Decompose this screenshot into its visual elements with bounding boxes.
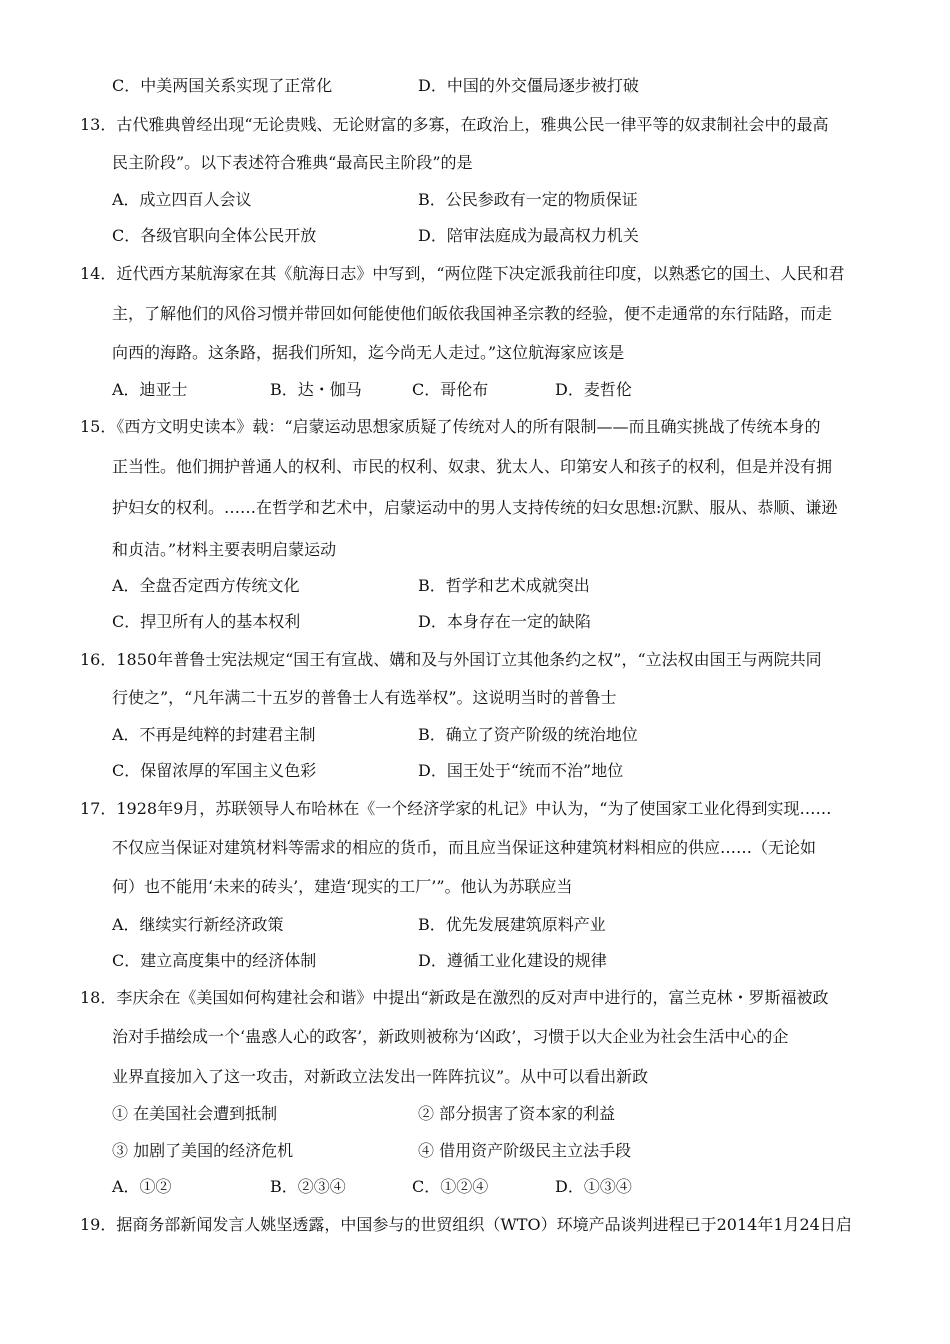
option-b: B．②③④ <box>270 1177 346 1196</box>
option-c: C．保留浓厚的军国主义色彩 <box>112 761 317 780</box>
option-c: C．各级官职向全体公民开放 <box>112 226 317 245</box>
question-14-text: 14．近代西方某航海家在其《航海日志》中写到，“两位陛下决定派我前往印度，以熟悉它的国土、人民和君 <box>80 264 845 283</box>
option-b: B．达・伽马 <box>270 380 362 399</box>
question-19-text: 19．据商务部新闻发言人姚坚透露，中国参与的世贸组织（WTO）环境产品谈判进程已于2014年1月24日启 <box>80 1215 852 1234</box>
option-b: B．公民参政有一定的物质保证 <box>418 190 638 209</box>
question-18-text: 18．李庆余在《美国如何构建社会和谐》中提出“新政是在激烈的反对声中进行的，富兰克林・罗斯福被政 <box>80 988 829 1007</box>
option-a: A．成立四百人会议 <box>112 190 252 209</box>
question-13-text: 13．古代雅典曾经出现“无论贵贱、无论财富的多寡，在政治上，雅典公民一律平等的奴隶制社会中的最高 <box>80 115 829 134</box>
option-a: A．①② <box>112 1177 172 1196</box>
option-d: D．本身存在一定的缺陷 <box>418 612 591 631</box>
option-d: D．陪审法庭成为最高权力机关 <box>418 226 639 245</box>
question-16-text-cont: 行使之”，“凡年满二十五岁的普鲁士人有选举权”。这说明当时的普鲁士 <box>112 688 617 707</box>
option-b: B．哲学和艺术成就突出 <box>418 576 590 595</box>
question-15-text-cont: 和贞洁。”材料主要表明启蒙运动 <box>112 540 337 559</box>
option-c: C．①②④ <box>412 1177 489 1196</box>
question-16-text: 16．1850年普鲁士宪法规定“国王有宣战、媾和及与外国订立其他条约之权”，“立法权由国王与两院共同 <box>80 650 822 669</box>
question-14-text-cont: 主，了解他们的风俗习惯并带回如何能使他们皈依我国神圣宗教的经验，便不走通常的东行陆路，而走 <box>112 304 833 323</box>
question-17-text-cont: 不仅应当保证对建筑材料等需求的相应的货币，而且应当保证这种建筑材料相应的供应……（无论如 <box>112 838 817 857</box>
option-c: C．捍卫所有人的基本权利 <box>112 612 301 631</box>
option-d: D．麦哲伦 <box>555 380 632 399</box>
question-17-text: 17．1928年9月，苏联领导人布哈林在《一个经济学家的札记》中认为，“为了使国家工业化得到实现…… <box>80 799 832 818</box>
question-17-text-cont: 何）也不能用‘未来的砖头’，建造‘现实的工厂’”。他认为苏联应当 <box>112 877 573 896</box>
option-c: C．中美两国关系实现了正常化 <box>112 76 333 95</box>
statement-2: ② 部分损害了资本家的利益 <box>418 1104 616 1123</box>
option-d: D．国王处于“统而不治”地位 <box>418 761 624 780</box>
statement-4: ④ 借用资产阶级民主立法手段 <box>418 1141 632 1160</box>
option-d: D．①③④ <box>555 1177 632 1196</box>
question-15-text: 15．《西方文明史读本》载：“启蒙运动思想家质疑了传统对人的所有限制——而且确实挑战了传统本身的 <box>80 417 821 436</box>
option-a: A．迪亚士 <box>112 380 188 399</box>
statement-3: ③ 加剧了美国的经济危机 <box>112 1141 294 1160</box>
option-c: C．哥伦布 <box>412 380 489 399</box>
option-d: D．遵循工业化建设的规律 <box>418 951 607 970</box>
question-15-text-cont: 护妇女的权利。……在哲学和艺术中，启蒙运动中的男人支持传统的妇女思想:沉默、服从、恭顺、谦逊 <box>112 498 838 517</box>
option-a: A．不再是纯粹的封建君主制 <box>112 725 316 744</box>
option-b: B．确立了资产阶级的统治地位 <box>418 725 638 744</box>
option-d: D．中国的外交僵局逐步被打破 <box>418 76 639 95</box>
option-c: C．建立高度集中的经济体制 <box>112 951 317 970</box>
question-18-text-cont: 治对手描绘成一个‘蛊惑人心的政客’，新政则被称为‘凶政’，习惯于以大企业为社会生活中心的企 <box>112 1027 789 1046</box>
option-a: A．继续实行新经济政策 <box>112 915 284 934</box>
statement-1: ① 在美国社会遭到抵制 <box>112 1104 278 1123</box>
question-13-text-cont: 民主阶段”。以下表述符合雅典“最高民主阶段”的是 <box>112 153 473 172</box>
question-18-text-cont: 业界直接加入了这一攻击，对新政立法发出一阵阵抗议”。从中可以看出新政 <box>112 1067 649 1086</box>
question-14-text-cont: 向西的海路。这条路，据我们所知，迄今尚无人走过。”这位航海家应该是 <box>112 343 625 362</box>
question-15-text-cont: 正当性。他们拥护普通人的权利、市民的权利、奴隶、犹太人、印第安人和孩子的权利，但是并没有拥 <box>112 457 833 476</box>
option-b: B．优先发展建筑原料产业 <box>418 915 606 934</box>
option-a: A．全盘否定西方传统文化 <box>112 576 300 595</box>
